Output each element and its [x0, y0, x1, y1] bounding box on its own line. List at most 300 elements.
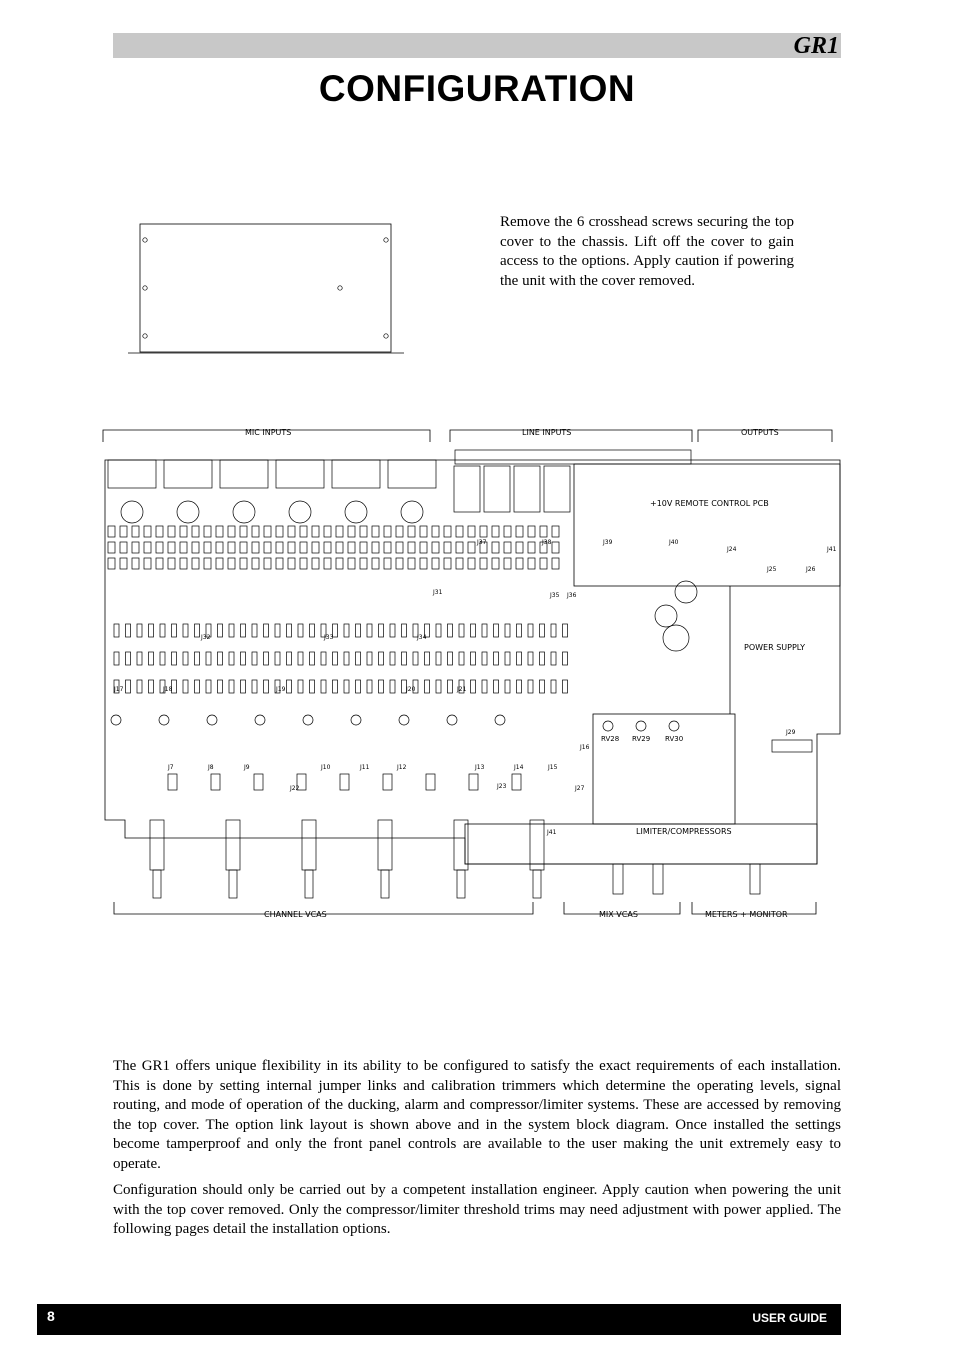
- resistor: [218, 652, 223, 665]
- resistor: [144, 526, 151, 537]
- label-j25: J25: [767, 566, 777, 573]
- resistor: [275, 652, 280, 665]
- resistor: [192, 526, 199, 537]
- resistor: [288, 558, 295, 569]
- resistor: [137, 652, 142, 665]
- mic-connector-body: [345, 501, 367, 523]
- capacitor: [675, 581, 697, 603]
- resistor: [252, 558, 259, 569]
- resistor: [180, 558, 187, 569]
- resistor: [482, 680, 487, 693]
- resistor: [204, 542, 211, 553]
- mic-connector: [164, 460, 212, 488]
- mic-connector: [276, 460, 324, 488]
- resistor: [390, 624, 395, 637]
- resistor: [528, 558, 535, 569]
- label-j32: J32: [201, 634, 211, 641]
- label-j39: J39: [603, 539, 613, 546]
- resistor: [132, 526, 139, 537]
- resistor: [408, 526, 415, 537]
- resistor: [168, 558, 175, 569]
- resistor: [540, 624, 545, 637]
- monitor-pot-shaft: [750, 864, 760, 894]
- resistor: [144, 558, 151, 569]
- resistor: [384, 542, 391, 553]
- resistor: [183, 652, 188, 665]
- resistor: [321, 680, 326, 693]
- channel-pot-shaft: [381, 870, 389, 898]
- resistor: [505, 624, 510, 637]
- resistor: [551, 624, 556, 637]
- resistor: [333, 680, 338, 693]
- resistor: [504, 542, 511, 553]
- resistor: [218, 680, 223, 693]
- label-j33: J33: [324, 634, 334, 641]
- resistor: [195, 680, 200, 693]
- body-paragraph-1: The GR1 offers unique flexibility in its ability to be configured to satisfy the exact requirements of each installation. This is done by setting internal jumper links and calibration trimmers which determine the operating levels, signal routing, and mode of operation of the ducking, alarm and compressor/limiter systems. These are accessed by removing the top cover. The option link layout is shown above and in the system block diagram. Once installed the settings become tamperproof and only the front panel controls are available to the user making the unit extremely easy to operate.: [113, 1058, 841, 1172]
- resistor: [114, 624, 119, 637]
- resistor: [551, 680, 556, 693]
- page-title: CONFIGURATION: [318, 68, 636, 109]
- resistor: [471, 680, 476, 693]
- label-j17: J17: [114, 686, 124, 693]
- resistor: [360, 558, 367, 569]
- resistor: [333, 652, 338, 665]
- resistor: [336, 542, 343, 553]
- label-j14: J14: [514, 764, 524, 771]
- label-j13: J13: [475, 764, 485, 771]
- resistor: [480, 558, 487, 569]
- resistor: [108, 526, 115, 537]
- resistor: [420, 542, 427, 553]
- trimmer: [111, 715, 121, 725]
- resistor: [372, 542, 379, 553]
- footer-bar: [37, 1304, 841, 1335]
- mic-connector-body: [177, 501, 199, 523]
- resistor: [240, 526, 247, 537]
- resistor: [264, 558, 271, 569]
- mic-connector-body: [289, 501, 311, 523]
- resistor: [504, 558, 511, 569]
- trimmer: [303, 715, 313, 725]
- resistor: [156, 558, 163, 569]
- resistor: [264, 542, 271, 553]
- resistor: [505, 652, 510, 665]
- resistor: [344, 680, 349, 693]
- resistor: [379, 624, 384, 637]
- resistor: [528, 542, 535, 553]
- resistor: [390, 652, 395, 665]
- resistor: [149, 624, 154, 637]
- resistor: [459, 652, 464, 665]
- label-rv30: RV30: [665, 735, 684, 743]
- resistor: [216, 558, 223, 569]
- channel-pot: [150, 820, 164, 870]
- resistor: [192, 558, 199, 569]
- label-j9: J9: [244, 764, 250, 771]
- label-j20: J20: [406, 686, 416, 693]
- channel-pot-shaft: [229, 870, 237, 898]
- page-number: 8: [47, 1308, 55, 1324]
- label-j26: J26: [806, 566, 816, 573]
- resistor: [120, 558, 127, 569]
- label-j22: J22: [290, 785, 300, 792]
- resistor: [252, 542, 259, 553]
- resistor: [252, 680, 257, 693]
- resistor: [468, 542, 475, 553]
- resistor: [505, 680, 510, 693]
- resistor: [241, 680, 246, 693]
- resistor: [540, 680, 545, 693]
- resistor: [192, 542, 199, 553]
- resistor: [408, 542, 415, 553]
- line-input-header: [455, 450, 691, 464]
- resistor: [552, 558, 559, 569]
- resistor: [367, 624, 372, 637]
- resistor: [216, 526, 223, 537]
- mic-connector: [332, 460, 380, 488]
- resistor: [402, 624, 407, 637]
- channel-pot: [454, 820, 468, 870]
- resistor: [300, 542, 307, 553]
- resistor: [379, 652, 384, 665]
- resistor: [494, 652, 499, 665]
- resistor: [528, 526, 535, 537]
- trimmer: [207, 715, 217, 725]
- resistor: [471, 652, 476, 665]
- resistor: [396, 542, 403, 553]
- resistor: [321, 652, 326, 665]
- resistor: [432, 558, 439, 569]
- trimmer: [255, 715, 265, 725]
- resistor: [288, 526, 295, 537]
- resistor: [384, 558, 391, 569]
- resistor: [396, 558, 403, 569]
- resistor: [563, 680, 568, 693]
- resistor: [336, 558, 343, 569]
- resistor: [517, 680, 522, 693]
- resistor: [229, 624, 234, 637]
- resistor: [206, 652, 211, 665]
- resistor: [344, 652, 349, 665]
- resistor: [137, 680, 142, 693]
- resistor: [276, 526, 283, 537]
- resistor: [228, 558, 235, 569]
- resistor: [149, 652, 154, 665]
- resistor: [356, 624, 361, 637]
- resistor: [228, 526, 235, 537]
- resistor: [312, 542, 319, 553]
- resistor: [229, 680, 234, 693]
- resistor: [276, 558, 283, 569]
- resistor: [324, 526, 331, 537]
- resistor: [206, 680, 211, 693]
- channel-pot-shaft: [533, 870, 541, 898]
- resistor: [300, 558, 307, 569]
- resistor: [252, 526, 259, 537]
- resistor: [275, 624, 280, 637]
- mic-connector-body: [121, 501, 143, 523]
- trimmer: [351, 715, 361, 725]
- mic-connector: [388, 460, 436, 488]
- resistor: [240, 542, 247, 553]
- label-mic-inputs: MIC INPUTS: [245, 428, 292, 437]
- channel-pot: [226, 820, 240, 870]
- resistor: [149, 680, 154, 693]
- label-j10: J10: [321, 764, 331, 771]
- label-j19: J19: [276, 686, 286, 693]
- resistor: [156, 526, 163, 537]
- resistor: [336, 526, 343, 537]
- resistor: [312, 558, 319, 569]
- label-j23: J23: [497, 783, 507, 790]
- resistor: [528, 624, 533, 637]
- resistor: [436, 680, 441, 693]
- resistor: [108, 558, 115, 569]
- resistor: [413, 652, 418, 665]
- label-j29: J29: [786, 729, 796, 736]
- resistor: [552, 526, 559, 537]
- jumper-block: [383, 774, 392, 790]
- resistor: [126, 680, 131, 693]
- resistor: [444, 558, 451, 569]
- resistor: [276, 542, 283, 553]
- resistor: [310, 652, 315, 665]
- jumper-block: [340, 774, 349, 790]
- label-meters-monitor: METERS + MONITOR: [705, 910, 788, 919]
- label-j40: J40: [669, 539, 679, 546]
- resistor: [264, 680, 269, 693]
- resistor: [160, 624, 165, 637]
- capacitor: [663, 625, 689, 651]
- label-j15: J15: [548, 764, 558, 771]
- mic-connector-body: [233, 501, 255, 523]
- label-rv29: RV29: [632, 735, 651, 743]
- resistor: [348, 542, 355, 553]
- resistor: [356, 652, 361, 665]
- body-paragraph-2: Configuration should only be carried out by a competent installation engineer. Apply caution when powering the unit with the top cover removed. Only the compressor/limiter threshold trims may need adjustment with power applied. The following pages detail the installation options.: [113, 1182, 841, 1237]
- resistor: [204, 558, 211, 569]
- resistor: [552, 542, 559, 553]
- resistor: [482, 652, 487, 665]
- channel-pot: [530, 820, 544, 870]
- trimmer-rv: [669, 721, 679, 731]
- resistor: [218, 624, 223, 637]
- resistor: [444, 526, 451, 537]
- resistor: [264, 624, 269, 637]
- resistor: [494, 624, 499, 637]
- channel-pot-shaft: [153, 870, 161, 898]
- resistor: [168, 542, 175, 553]
- resistor: [540, 652, 545, 665]
- label-power-supply: POWER SUPPLY: [744, 643, 806, 652]
- resistor: [132, 558, 139, 569]
- resistor: [344, 624, 349, 637]
- resistor: [287, 680, 292, 693]
- jumper-block: [469, 774, 478, 790]
- resistor: [396, 526, 403, 537]
- resistor: [298, 652, 303, 665]
- resistor: [420, 558, 427, 569]
- label-j41b: J41: [547, 829, 557, 836]
- resistor: [372, 526, 379, 537]
- resistor: [456, 558, 463, 569]
- line-input-jack: [484, 466, 510, 512]
- resistor: [195, 624, 200, 637]
- resistor: [420, 526, 427, 537]
- resistor: [310, 680, 315, 693]
- resistor: [402, 652, 407, 665]
- resistor: [492, 526, 499, 537]
- label-limiter: LIMITER/COMPRESSORS: [636, 827, 732, 836]
- mic-connector: [220, 460, 268, 488]
- resistor: [160, 652, 165, 665]
- resistor: [379, 680, 384, 693]
- resistor: [367, 680, 372, 693]
- resistor: [241, 652, 246, 665]
- resistor: [517, 624, 522, 637]
- resistor: [448, 680, 453, 693]
- resistor: [287, 624, 292, 637]
- resistor: [482, 624, 487, 637]
- trimmer-rv: [636, 721, 646, 731]
- resistor: [114, 652, 119, 665]
- resistor: [300, 526, 307, 537]
- label-j31: J31: [433, 589, 443, 596]
- label-j21: J21: [457, 686, 467, 693]
- resistor: [468, 526, 475, 537]
- resistor: [240, 558, 247, 569]
- capacitor: [655, 605, 677, 627]
- resistor: [264, 526, 271, 537]
- resistor: [108, 542, 115, 553]
- resistor: [516, 558, 523, 569]
- label-j34: J34: [417, 634, 427, 641]
- resistor: [204, 526, 211, 537]
- header-j29: [772, 740, 812, 752]
- pcb-layout-diagram: [100, 424, 845, 924]
- resistor: [356, 680, 361, 693]
- resistor: [348, 558, 355, 569]
- resistor: [504, 526, 511, 537]
- resistor: [408, 558, 415, 569]
- mix-pot-shaft: [653, 864, 663, 894]
- resistor: [516, 526, 523, 537]
- resistor: [471, 624, 476, 637]
- mix-pot-shaft: [613, 864, 623, 894]
- resistor: [528, 680, 533, 693]
- resistor: [480, 526, 487, 537]
- resistor: [456, 542, 463, 553]
- mic-connector: [108, 460, 156, 488]
- resistor: [126, 652, 131, 665]
- jumper-block: [426, 774, 435, 790]
- resistor: [172, 624, 177, 637]
- resistor: [287, 652, 292, 665]
- resistor: [252, 624, 257, 637]
- resistor: [120, 526, 127, 537]
- line-input-jack: [544, 466, 570, 512]
- resistor: [183, 680, 188, 693]
- resistor: [156, 542, 163, 553]
- label-j18: J18: [163, 686, 173, 693]
- label-j11: J11: [360, 764, 370, 771]
- label-j41a: J41: [827, 546, 837, 553]
- resistor: [494, 680, 499, 693]
- resistor: [310, 624, 315, 637]
- resistor: [348, 526, 355, 537]
- resistor: [252, 652, 257, 665]
- trimmer: [159, 715, 169, 725]
- resistor: [468, 558, 475, 569]
- jumper-block: [211, 774, 220, 790]
- resistor: [492, 542, 499, 553]
- resistor: [448, 624, 453, 637]
- label-line-inputs: LINE INPUTS: [522, 428, 572, 437]
- jumper-block: [168, 774, 177, 790]
- resistor: [172, 652, 177, 665]
- resistor: [298, 624, 303, 637]
- channel-pot-shaft: [305, 870, 313, 898]
- header-bar: [113, 33, 841, 58]
- resistor: [168, 526, 175, 537]
- resistor: [229, 652, 234, 665]
- resistor: [324, 558, 331, 569]
- label-j8: J8: [208, 764, 214, 771]
- resistor: [312, 526, 319, 537]
- resistor: [528, 652, 533, 665]
- line-input-jack: [454, 466, 480, 512]
- resistor: [228, 542, 235, 553]
- channel-pot: [302, 820, 316, 870]
- resistor: [436, 652, 441, 665]
- resistor: [390, 680, 395, 693]
- resistor: [425, 652, 430, 665]
- resistor: [540, 558, 547, 569]
- resistor: [180, 526, 187, 537]
- top-cover-diagram: [126, 222, 408, 357]
- resistor: [444, 542, 451, 553]
- label-j16: J16: [580, 744, 590, 751]
- mic-connector-body: [401, 501, 423, 523]
- intro-text: Remove the 6 crosshead screws securing the top cover to the chassis. Lift off the cover to gain access to the options. Apply caution if powering the unit with the cover removed.: [500, 214, 794, 289]
- label-j38: J38: [542, 539, 552, 546]
- label-j7: J7: [168, 764, 174, 771]
- label-j24: J24: [727, 546, 737, 553]
- resistor: [563, 624, 568, 637]
- resistor: [563, 652, 568, 665]
- resistor: [298, 680, 303, 693]
- resistor: [195, 652, 200, 665]
- resistor: [180, 542, 187, 553]
- resistor: [126, 624, 131, 637]
- jumper-block: [512, 774, 521, 790]
- brand-logo: GR1: [793, 33, 839, 59]
- footer-label: USER GUIDE: [752, 1311, 827, 1325]
- resistor: [540, 526, 547, 537]
- resistor: [551, 652, 556, 665]
- resistor: [137, 624, 142, 637]
- resistor: [360, 526, 367, 537]
- resistor: [425, 680, 430, 693]
- resistor: [432, 526, 439, 537]
- label-j37: J37: [477, 539, 487, 546]
- resistor: [384, 526, 391, 537]
- label-mix-vcas: MIX VCAS: [599, 910, 638, 919]
- channel-pot: [378, 820, 392, 870]
- resistor: [360, 542, 367, 553]
- resistor: [492, 558, 499, 569]
